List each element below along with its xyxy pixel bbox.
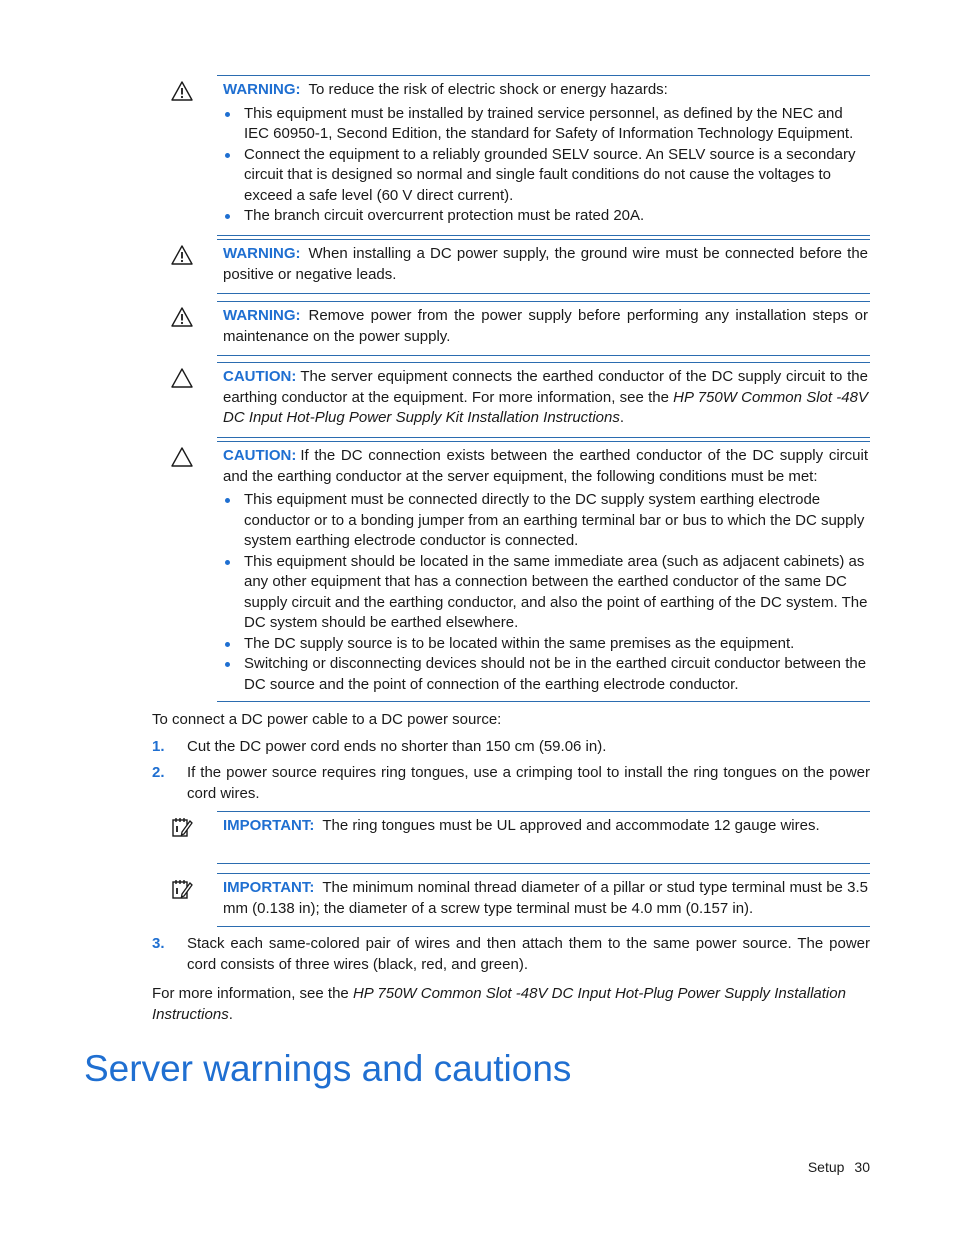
page-number: 30 [854,1159,870,1175]
warning-text: When installing a DC power supply, the ground wire must be connected before the positive or negative leads. [223,245,868,283]
caution-doc-title: HP 750W Common Slot -48V DC Input Hot-Plug Power Supply Kit Installation Instructions [223,388,868,426]
warning-label: WARNING: [223,81,301,98]
warning-triangle-icon [171,80,193,102]
important-notepad-icon [171,878,193,900]
step-text: If the power source requires ring tongues, use a crimping tool to install the ring tongues on the power cord wires. [187,764,870,802]
list-item: This equipment should be located in the same immediate area (such as adjacent cabinets) as any other equipment that has a connection between the earthed conductor of the same DC supply circuit and the earthing conductor, and also the point of earthing of the DC system. The DC system should be earthed elsewhere. [223,552,868,634]
caution-label: CAUTION: [223,447,297,464]
more-info-paragraph [152,984,870,1025]
list-item: Connect the equipment to a reliably grounded SELV source. An SELV source is a secondary circuit that is designed so normal and single fault conditions do not cause the voltages to exceed a safe level (60 V direct current). [223,145,868,207]
caution-text-end: . [619,409,625,426]
caution-notice-1 [217,362,870,438]
step-3 [152,934,870,975]
list-item: Switching or disconnecting devices should not be in the earthed circuit conductor between the DC source and the point of connection of the earthing electrode conductor. [223,654,868,695]
step-2 [152,763,870,804]
footer-section: Setup [807,1159,845,1175]
warning-text: Remove power from the power supply before performing any installation steps or maintenance on the power supply. [223,307,868,345]
caution-label: CAUTION: [223,368,297,385]
warning-label: WARNING: [223,307,301,324]
important-notepad-icon [171,816,193,838]
caution-triangle-icon [171,367,193,389]
caution-triangle-icon [171,446,193,468]
important-text: The ring tongues must be UL approved and accommodate 12 gauge wires. [322,817,820,834]
important-label: IMPORTANT: [223,817,315,834]
caution-text: If the DC connection exists between the earthed conductor of the DC supply circuit and the earthing conductor at the server equipment, the following conditions must be met: [223,447,868,485]
more-info-text: For more information, see the [152,985,349,1002]
step-number: 2. [152,764,165,781]
important-notice-1 [217,811,870,864]
important-label: IMPORTANT: [223,879,315,896]
warning-triangle-icon [171,244,193,266]
list-item: This equipment must be installed by trained service personnel, as defined by the NEC and IEC 60950-1, Second Edition, the standard for Safety of Information Technology Equipment. [223,104,868,145]
step-1 [152,737,870,758]
important-notice-2 [217,873,870,927]
warning-label: WARNING: [223,245,301,262]
more-info-text-end: . [228,1005,233,1023]
warning-triangle-icon [171,306,193,328]
warning-notice-3 [217,301,870,356]
important-text: The minimum nominal thread diameter of a pillar or stud type terminal must be 3.5 mm (0.138 in); the diameter of a screw type terminal must be 4.0 mm (0.157 in). [223,879,868,917]
list-item: The branch circuit overcurrent protection must be rated 20A. [223,206,868,227]
section-heading: Server warnings and cautions [84,1048,572,1089]
warning-text: To reduce the risk of electric shock or energy hazards: [308,81,668,98]
warning-notice-1 [217,75,870,236]
list-item: This equipment must be connected directly to the DC supply system earthing electrode conductor or to a bonding jumper from an earthing terminal bar or bus to which the DC supply system earthing electrode conductor is connected. [223,490,868,552]
procedure-intro: To connect a DC power cable to a DC power source: [152,711,502,728]
page-footer [798,1157,870,1178]
more-info-doc-title: HP 750W Common Slot -48V DC Input Hot-Plug Power Supply Installation Instructions [152,985,846,1023]
step-number: 3. [152,935,165,952]
step-text: Cut the DC power cord ends no shorter than 150 cm (59.06 in). [187,738,607,755]
step-text: Stack each same-colored pair of wires and then attach them to the same power source. The power cord consists of three wires (black, red, and green). [187,935,870,973]
caution-notice-2 [217,441,870,702]
caution-text: The server equipment connects the earthed conductor of the DC supply circuit to the earthing conductor at the equipment. For more information, see the [223,368,868,406]
warning-notice-2 [217,239,870,294]
step-number: 1. [152,738,165,755]
list-item: The DC supply source is to be located within the same premises as the equipment. [223,634,868,655]
